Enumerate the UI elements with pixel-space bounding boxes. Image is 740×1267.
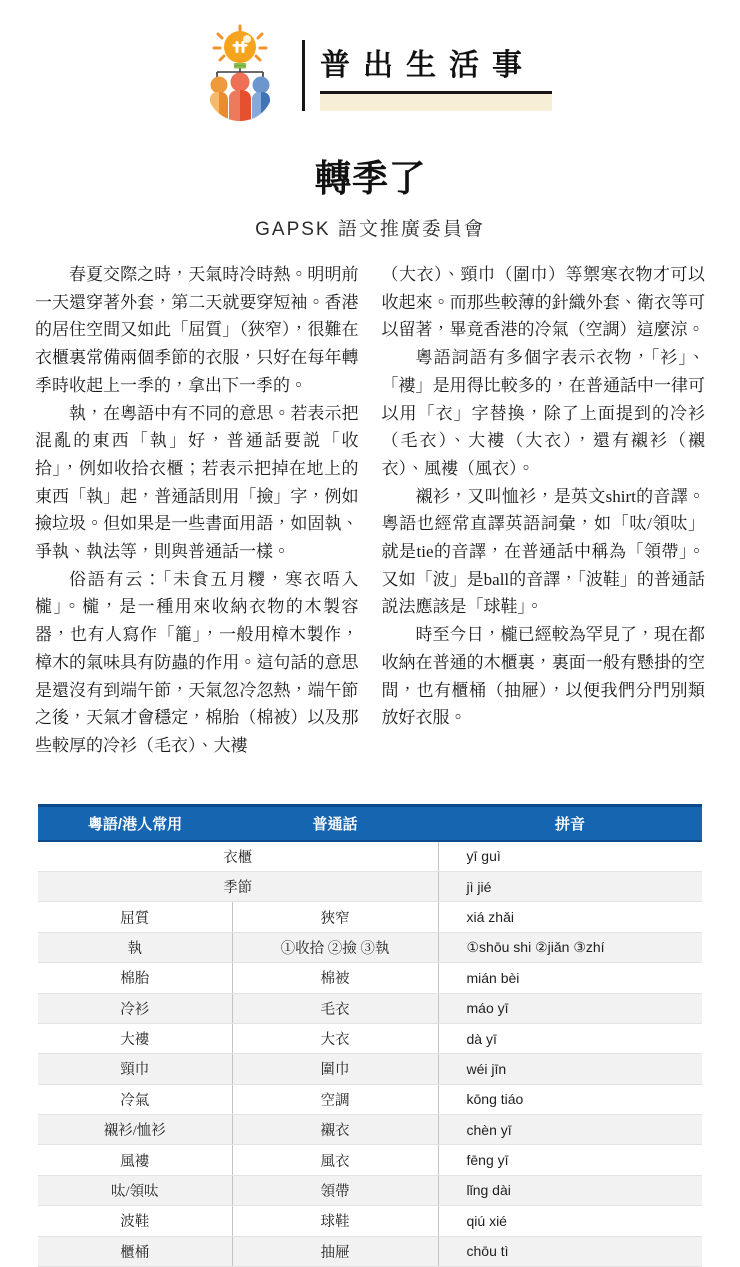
cell-cantonese: 執 [38,932,232,962]
vocab-table-row [38,1206,702,1236]
vocab-table-row [38,1145,702,1175]
cell-mandarin: 毛衣 [232,993,438,1023]
cell-pinyin: chōu tì [438,1236,702,1266]
cell-pinyin: mián bèi [438,963,702,993]
vocab-table-row [38,841,702,872]
vocab-table-row [38,963,702,993]
header-mandarin: 普通話 [232,805,438,841]
article-paragraph: 春夏交際之時，天氣時冷時熱。明明前一天還穿著外套，第二天就要穿短袖。香港的居住空間又如此「屈質」（狹窄），很難在衣櫃裏常備兩個季節的衣服，只好在每年轉季時收起上一季的，拿出下一季的。 [35,265,359,395]
cell-mandarin: 大衣 [232,1023,438,1053]
vocab-table-row [38,1236,702,1266]
cell-mandarin: 棉被 [232,963,438,993]
brand-block [302,40,552,111]
cell-mandarin: 抽屜 [232,1236,438,1266]
article-column-left [35,261,359,760]
vocab-table-row [38,1023,702,1053]
vocab-table-row [38,1175,702,1205]
cell-pinyin: dà yī [438,1023,702,1053]
cell-mandarin: ①收拾 ②撿 ③執 [232,932,438,962]
cell-pinyin: lǐng dài [438,1175,702,1205]
vocab-table-row [38,1054,702,1084]
cell-pinyin: yī guì [438,841,702,872]
page-title: 轉季了 [314,158,426,199]
article-paragraph: 時至今日，櫳已經較為罕見了，現在都收納在普通的木櫃裏，裏面一般有懸掛的空間，也有櫃桶（抽屜），以便我們分門別類放好衣服。 [381,625,705,728]
cell-pinyin: qiú xié [438,1206,702,1236]
cell-pinyin: fēng yī [438,1145,702,1175]
article-column-right [382,261,706,760]
cell-cantonese: 風褸 [38,1145,232,1175]
cell-mandarin: 領帶 [232,1175,438,1205]
cell-mandarin: 狹窄 [232,902,438,932]
page-subtitle: GAPSK 語文推廣委員會 [255,219,485,240]
article-paragraph: 執，在粵語中有不同的意思。若表示把混亂的東西「執」好，普通話要説「收拾」，例如收拾衣櫃；若表示把掉在地上的東西「執」起，普通話則用「撿」字，例如撿垃圾。但如果是一些書面用語，如固執、爭執、執法等，則與普通話一樣。 [35,403,359,562]
cell-pinyin: máo yī [438,993,702,1023]
cell-cantonese: 櫃桶 [38,1236,232,1266]
header-cantonese: 粵語/港人常用 [38,805,232,841]
lightbulb-people-icon [188,22,292,122]
brand-logo [188,22,292,122]
cell-cantonese: 棉胎 [38,963,232,993]
article-paragraph: 粵語詞語有多個字表示衣物，「衫」、「褸」是用得比較多的，在普通話中一律可以用「衣」字替換，除了上面提到的冷衫（毛衣）、大褸（大衣），還有襯衫（襯衣）、風褸（風衣）。 [381,348,705,478]
cell-cantonese: 波鞋 [38,1206,232,1236]
cell-cantonese: 屈質 [38,902,232,932]
cell-pinyin: chèn yī [438,1115,702,1145]
cell-pinyin: xiá zhǎi [438,902,702,932]
cell-pinyin: jì jié [438,872,702,902]
article-body [0,261,740,760]
cell-pinyin: ①shōu shi ②jiǎn ③zhí [438,932,702,962]
vocab-table-header-row [38,805,702,841]
vocab-table-row [38,993,702,1023]
cell-cantonese: 大褸 [38,1023,232,1053]
cell-cantonese: 冷衫 [38,993,232,1023]
cell-mandarin: 襯衣 [232,1115,438,1145]
cell-mandarin: 空調 [232,1084,438,1114]
cell-mandarin: 風衣 [232,1145,438,1175]
cell-mandarin: 圍巾 [232,1054,438,1084]
article-paragraph: 襯衫，又叫恤衫，是英文shirt的音譯。粵語也經常直譯英語詞彙，如「呔/領呔」就是tie的音譯，在普通話中稱為「領帶」。又如「波」是ball的音譯，「波鞋」的普通話説法應該是「球鞋」。 [381,486,705,617]
brand-accent-bar [320,94,552,111]
cell-pinyin: kōng tiáo [438,1084,702,1114]
vocab-table [38,804,702,1267]
cell-pinyin: wéi jīn [438,1054,702,1084]
article-paragraph: 俗語有云：「未食五月糭，寒衣唔入櫳」。櫳，是一種用來收納衣物的木製容器，也有人寫作「籠」，一般用樟木製作，樟木的氣味具有防蟲的作用。這句話的意思是還沒有到端午節，天氣忽冷忽熱，端午節之後，天氣才會穩定，棉胎（棉被）以及那些較厚的冷衫（毛衣）、大褸 [35,569,359,755]
cell-cantonese: 冷氣 [38,1084,232,1114]
cell-cantonese-merged: 衣櫃 [38,841,438,872]
brand-name: 普出生活事 [320,40,552,94]
cell-cantonese: 襯衫/恤衫 [38,1115,232,1145]
article-paragraph: （大衣）、頸巾（圍巾）等禦寒衣物才可以收起來。而那些較薄的針織外套、衛衣等可以留著，畢竟香港的冷氣（空調）這麼涼。 [381,265,705,340]
lightbulb-icon [224,31,256,63]
cell-cantonese-merged: 季節 [38,872,438,902]
cell-mandarin: 球鞋 [232,1206,438,1236]
masthead [0,0,740,122]
cell-cantonese: 呔/領呔 [38,1175,232,1205]
people-icon [210,73,270,123]
vocab-table-row [38,872,702,902]
vocab-table-row [38,902,702,932]
cell-cantonese: 頸巾 [38,1054,232,1084]
vocab-table-row [38,1115,702,1145]
vocab-table-row [38,1084,702,1114]
header-pinyin: 拼音 [438,805,702,841]
vocab-table-row [38,932,702,962]
